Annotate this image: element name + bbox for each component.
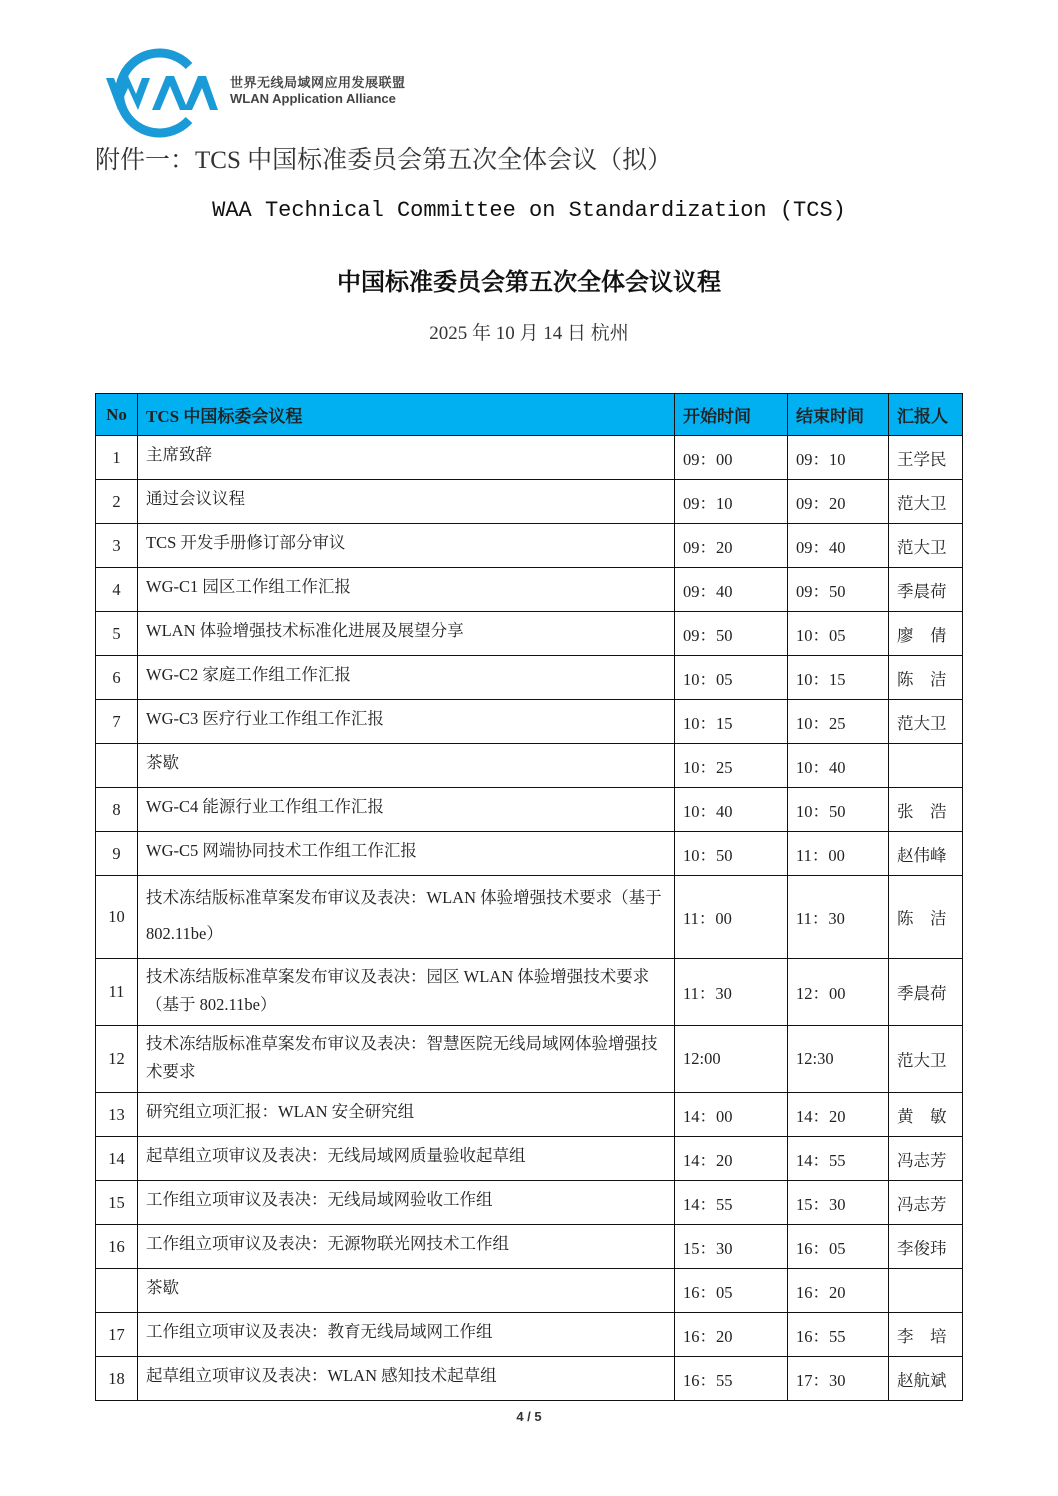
table-row — [96, 1225, 963, 1269]
agenda-item: 技术冻结版标准草案发布审议及表决：智慧医院无线局域网体验增强技术要求 — [138, 1026, 675, 1093]
table-row — [96, 788, 963, 832]
end-time: 17：30 — [788, 1357, 889, 1401]
start-time: 15：30 — [675, 1225, 788, 1269]
start-time: 09：20 — [675, 524, 788, 568]
end-time: 14：20 — [788, 1093, 889, 1137]
speaker: 范大卫 — [889, 1026, 963, 1093]
table-row — [96, 1137, 963, 1181]
header-start-time: 开始时间 — [675, 394, 788, 436]
start-time: 09：40 — [675, 568, 788, 612]
speaker: 陈 洁 — [889, 876, 963, 959]
row-number: 1 — [96, 436, 138, 480]
agenda-item: WG-C2 家庭工作组工作汇报 — [138, 656, 675, 700]
row-number: 7 — [96, 700, 138, 744]
table-row — [96, 744, 963, 788]
english-title: WAA Technical Committee on Standardization (TCS) — [212, 198, 846, 223]
end-time: 11：30 — [788, 876, 889, 959]
start-time: 14：20 — [675, 1137, 788, 1181]
agenda-item: TCS 开发手册修订部分审议 — [138, 524, 675, 568]
row-number: 13 — [96, 1093, 138, 1137]
start-time: 14：55 — [675, 1181, 788, 1225]
row-number: 8 — [96, 788, 138, 832]
table-row — [96, 1313, 963, 1357]
start-time: 09：50 — [675, 612, 788, 656]
speaker: 冯志芳 — [889, 1137, 963, 1181]
start-time: 16：20 — [675, 1313, 788, 1357]
end-time: 09：20 — [788, 480, 889, 524]
agenda-item: 起草组立项审议及表决：无线局域网质量验收起草组 — [138, 1137, 675, 1181]
start-time: 10：05 — [675, 656, 788, 700]
table-row — [96, 568, 963, 612]
end-time: 15：30 — [788, 1181, 889, 1225]
row-number: 6 — [96, 656, 138, 700]
row-number: 3 — [96, 524, 138, 568]
agenda-item: 研究组立项汇报：WLAN 安全研究组 — [138, 1093, 675, 1137]
table-row — [96, 1269, 963, 1313]
row-number: 15 — [96, 1181, 138, 1225]
agenda-item: 主席致辞 — [138, 436, 675, 480]
table-row — [96, 656, 963, 700]
agenda-item: WG-C4 能源行业工作组工作汇报 — [138, 788, 675, 832]
table-header-row — [96, 394, 963, 436]
speaker: 王学民 — [889, 436, 963, 480]
row-number: 12 — [96, 1026, 138, 1093]
table-row — [96, 700, 963, 744]
start-time: 16：55 — [675, 1357, 788, 1401]
table-row — [96, 612, 963, 656]
end-time: 16：05 — [788, 1225, 889, 1269]
start-time: 10：40 — [675, 788, 788, 832]
end-time: 10：25 — [788, 700, 889, 744]
speaker: 范大卫 — [889, 700, 963, 744]
start-time: 11：00 — [675, 876, 788, 959]
row-number: 16 — [96, 1225, 138, 1269]
table-row — [96, 480, 963, 524]
waa-logo — [94, 48, 424, 138]
start-time: 10：50 — [675, 832, 788, 876]
agenda-item: 茶歇 — [138, 1269, 675, 1313]
row-number: 9 — [96, 832, 138, 876]
start-time: 09：00 — [675, 436, 788, 480]
speaker: 冯志芳 — [889, 1181, 963, 1225]
row-number: 2 — [96, 480, 138, 524]
chinese-title: 中国标准委员会第五次全体会议议程 — [337, 270, 721, 296]
speaker: 赵伟峰 — [889, 832, 963, 876]
end-time: 10：40 — [788, 744, 889, 788]
page-number: 4 / 5 — [516, 1409, 542, 1424]
row-number: 17 — [96, 1313, 138, 1357]
logo-chinese-name: 世界无线局域网应用发展联盟 — [230, 75, 406, 90]
end-time: 09：10 — [788, 436, 889, 480]
row-number: 11 — [96, 959, 138, 1026]
agenda-item: 工作组立项审议及表决：教育无线局域网工作组 — [138, 1313, 675, 1357]
start-time: 14：00 — [675, 1093, 788, 1137]
agenda-item: 技术冻结版标准草案发布审议及表决：园区 WLAN 体验增强技术要求（基于 802.11be） — [138, 959, 675, 1026]
end-time: 09：50 — [788, 568, 889, 612]
agenda-item: 工作组立项审议及表决：无源物联光网技术工作组 — [138, 1225, 675, 1269]
table-row — [96, 1026, 963, 1093]
start-time: 11：30 — [675, 959, 788, 1026]
agenda-item: 技术冻结版标准草案发布审议及表决：WLAN 体验增强技术要求（基于 802.11be） — [138, 876, 675, 959]
row-number: 10 — [96, 876, 138, 959]
agenda-table — [95, 393, 963, 1401]
agenda-item: WG-C5 网端协同技术工作组工作汇报 — [138, 832, 675, 876]
speaker: 李俊玮 — [889, 1225, 963, 1269]
row-number — [96, 1269, 138, 1313]
agenda-item: 通过会议议程 — [138, 480, 675, 524]
speaker: 赵航斌 — [889, 1357, 963, 1401]
header-agenda: TCS 中国标委会议程 — [138, 394, 675, 436]
speaker — [889, 1269, 963, 1313]
speaker: 张 浩 — [889, 788, 963, 832]
end-time: 16：20 — [788, 1269, 889, 1313]
speaker: 范大卫 — [889, 524, 963, 568]
agenda-item: 起草组立项审议及表决：WLAN 感知技术起草组 — [138, 1357, 675, 1401]
start-time: 10：15 — [675, 700, 788, 744]
table-row — [96, 832, 963, 876]
speaker: 季晨荷 — [889, 959, 963, 1026]
agenda-item: WLAN 体验增强技术标准化进展及展望分享 — [138, 612, 675, 656]
end-time: 10：05 — [788, 612, 889, 656]
end-time: 12：00 — [788, 959, 889, 1026]
end-time: 14：55 — [788, 1137, 889, 1181]
row-number: 4 — [96, 568, 138, 612]
header-end-time: 结束时间 — [788, 394, 889, 436]
waa-logo-icon — [94, 48, 224, 138]
table-row — [96, 1093, 963, 1137]
agenda-item: WG-C1 园区工作组工作汇报 — [138, 568, 675, 612]
start-time: 16：05 — [675, 1269, 788, 1313]
agenda-item: 工作组立项审议及表决：无线局域网验收工作组 — [138, 1181, 675, 1225]
row-number: 5 — [96, 612, 138, 656]
table-row — [96, 436, 963, 480]
table-row — [96, 1357, 963, 1401]
row-number — [96, 744, 138, 788]
row-number: 18 — [96, 1357, 138, 1401]
end-time: 11：00 — [788, 832, 889, 876]
end-time: 12:30 — [788, 1026, 889, 1093]
row-number: 14 — [96, 1137, 138, 1181]
start-time: 09：10 — [675, 480, 788, 524]
speaker: 廖 倩 — [889, 612, 963, 656]
speaker: 李 培 — [889, 1313, 963, 1357]
header-no: No — [96, 394, 138, 436]
attachment-title: 附件一：TCS 中国标准委员会第五次全体会议（拟） — [95, 147, 673, 174]
start-time: 10：25 — [675, 744, 788, 788]
end-time: 10：15 — [788, 656, 889, 700]
table-row — [96, 959, 963, 1026]
agenda-item: 茶歇 — [138, 744, 675, 788]
end-time: 10：50 — [788, 788, 889, 832]
end-time: 09：40 — [788, 524, 889, 568]
speaker: 黄 敏 — [889, 1093, 963, 1137]
end-time: 16：55 — [788, 1313, 889, 1357]
header-speaker: 汇报人 — [889, 394, 963, 436]
speaker: 范大卫 — [889, 480, 963, 524]
logo-english-name: WLAN Application Alliance — [230, 91, 396, 106]
start-time: 12:00 — [675, 1026, 788, 1093]
speaker: 季晨荷 — [889, 568, 963, 612]
table-row — [96, 876, 963, 959]
table-row — [96, 524, 963, 568]
speaker: 陈 洁 — [889, 656, 963, 700]
table-row — [96, 1181, 963, 1225]
agenda-item: WG-C3 医疗行业工作组工作汇报 — [138, 700, 675, 744]
speaker — [889, 744, 963, 788]
date-location: 2025 年 10 月 14 日 杭州 — [429, 323, 629, 344]
